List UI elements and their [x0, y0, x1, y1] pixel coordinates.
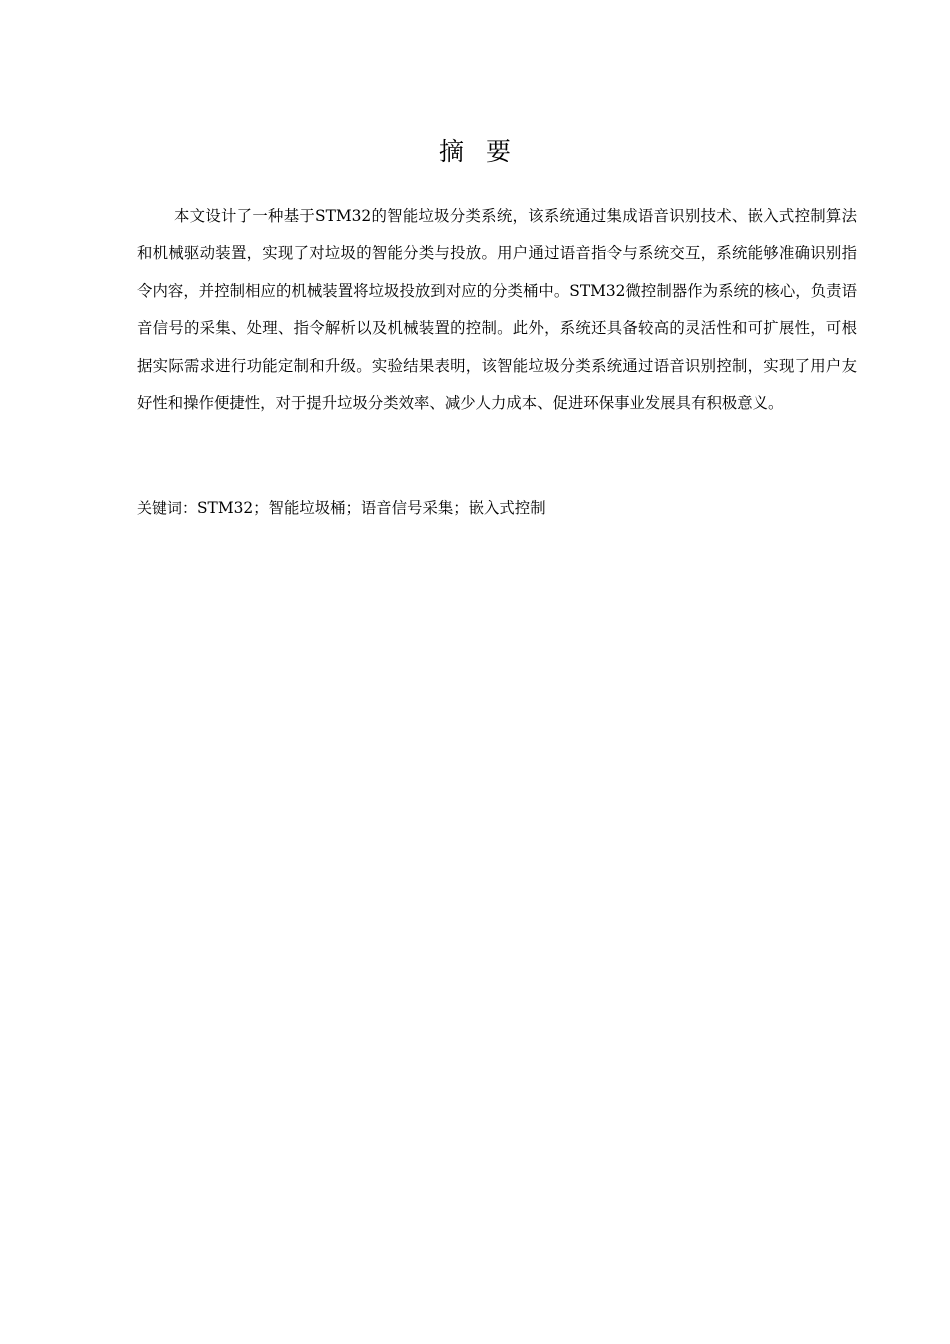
abstract-paragraph: 本文设计了一种基于STM32的智能垃圾分类系统，该系统通过集成语音识别技术、嵌入式控制算法和机械驱动装置，实现了对垃圾的智能分类与投放。用户通过语音指令与系统交互，系统能够准确识别指令内容，并控制相应的机械装置将垃圾投放到对应的分类桶中。STM32微控制器作为系统的核心，负责语音信号的采集、处理、指令解析以及机械装置的控制。此外，系统还具备较高的灵活性和可扩展性，可根据实际需求进行功能定制和升级。实验结果表明，该智能垃圾分类系统通过语音识别控制，实现了用户友好性和操作便捷性，对于提升垃圾分类效率、减少人力成本、促进环保事业发展具有积极意义。	[137, 207, 857, 413]
abstract-title: 摘要	[438, 137, 533, 166]
keywords-list: STM32；智能垃圾桶；语音信号采集；嵌入式控制	[197, 499, 546, 517]
keywords-label: 关键词：	[137, 499, 198, 517]
keywords-line	[137, 494, 857, 522]
